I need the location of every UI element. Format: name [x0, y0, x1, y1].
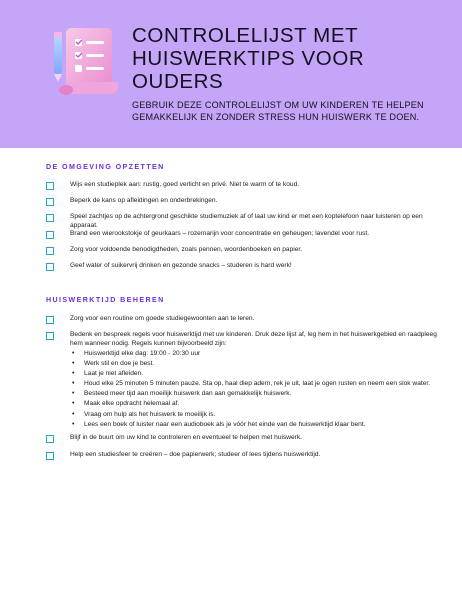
checkbox[interactable]: [46, 332, 54, 340]
checkbox[interactable]: [46, 182, 54, 190]
section-title-omgeving: DE OMGEVING OPZETTEN: [46, 163, 165, 171]
header-banner: [0, 0, 462, 148]
list-item: • Besteed meer tijd aan moeilijk huiswerk dan aan gemakkelijk huiswerk.: [72, 389, 442, 399]
list-item: • Lees een boek of luister naar een audioboek als je vóór het einde van de huiswerktijd klaar bent.: [72, 420, 442, 430]
list-item: • Vraag om hulp als het huiswerk te moeilijk is.: [72, 410, 442, 420]
page-title: CONTROLELIJST MET HUISWERKTIPS VOOR OUDERS: [132, 24, 365, 93]
section-title-huiswerktijd: HUISWERKTIJD BEHEREN: [46, 296, 165, 304]
item-text: Zorg voor een routine om goede studiegewoonten aan te leren.: [70, 315, 255, 322]
checkbox[interactable]: [46, 435, 54, 443]
list-item: • Laat je niet afleiden.: [72, 369, 442, 379]
item-text: Blijf in de buurt om uw kind te controleren en eventueel te helpen met huiswerk.: [70, 434, 303, 441]
checklist-scroll-icon: [44, 24, 124, 104]
rules-list: [72, 349, 442, 430]
list-item: • Houd elke 25 minuten 5 minuten pauze. Sta op, haal diep adem, rek je uit, laat je ogen rusten en neem een slok water.: [72, 379, 442, 389]
checkbox[interactable]: [46, 263, 54, 271]
item-text: Beperk de kans op afleidingen en onderbrekingen.: [70, 197, 218, 204]
checkbox[interactable]: [46, 231, 54, 239]
item-text: Zorg voor voldoende benodigdheden, zoals pennen, woordenboeken en papier.: [70, 246, 303, 253]
item-text: Help een studiesfeer te creëren – doe papierwerk; studeer of lees tijdens huiswerktijd.: [70, 451, 321, 458]
page-subtitle: GEBRUIK DEZE CONTROLELIJST OM UW KINDEREN TE HELPEN GEMAKKELIJK EN ZONDER STRESS HUN HUISWERK TE DOEN.: [132, 100, 424, 122]
item-text: Bedenk en bespreek regels voor huiswerktijd met uw kinderen. Druk deze lijst af, leg hem in het huiswerkgebied en raadpleeg hem wanneer nodig. Regels kunnen bijvoorbeeld zijn:: [70, 331, 437, 348]
item-text: Wijs een studieplek aan: rustig, goed verlicht en privé. Niet te warm of te koud.: [70, 181, 300, 188]
list-item: • Huiswerktijd elke dag: 19:00 - 20:30 uur: [72, 349, 442, 359]
checkbox[interactable]: [46, 198, 54, 206]
item-text: Geef water of suikervrij drinken en gezonde snacks – studeren is hard werk!: [70, 262, 292, 269]
checkbox[interactable]: [46, 214, 54, 222]
list-item: • Maak elke opdracht helemaal af.: [72, 399, 442, 409]
checkbox[interactable]: [46, 247, 54, 255]
item-text: Brand een wierookstokje of geurkaars – rozemarijn voor concentratie en geheugen; lavendel voor rust.: [70, 230, 370, 237]
item-text: Speel zachtjes op de achtergrond geschikte studiemuziek af of laat uw kind er met een koptelefoon naar luisteren op een apparaat.: [70, 213, 423, 230]
list-item: • Werk stil en doe je best.: [72, 359, 442, 369]
checkbox[interactable]: [46, 452, 54, 460]
checkbox[interactable]: [46, 316, 54, 324]
